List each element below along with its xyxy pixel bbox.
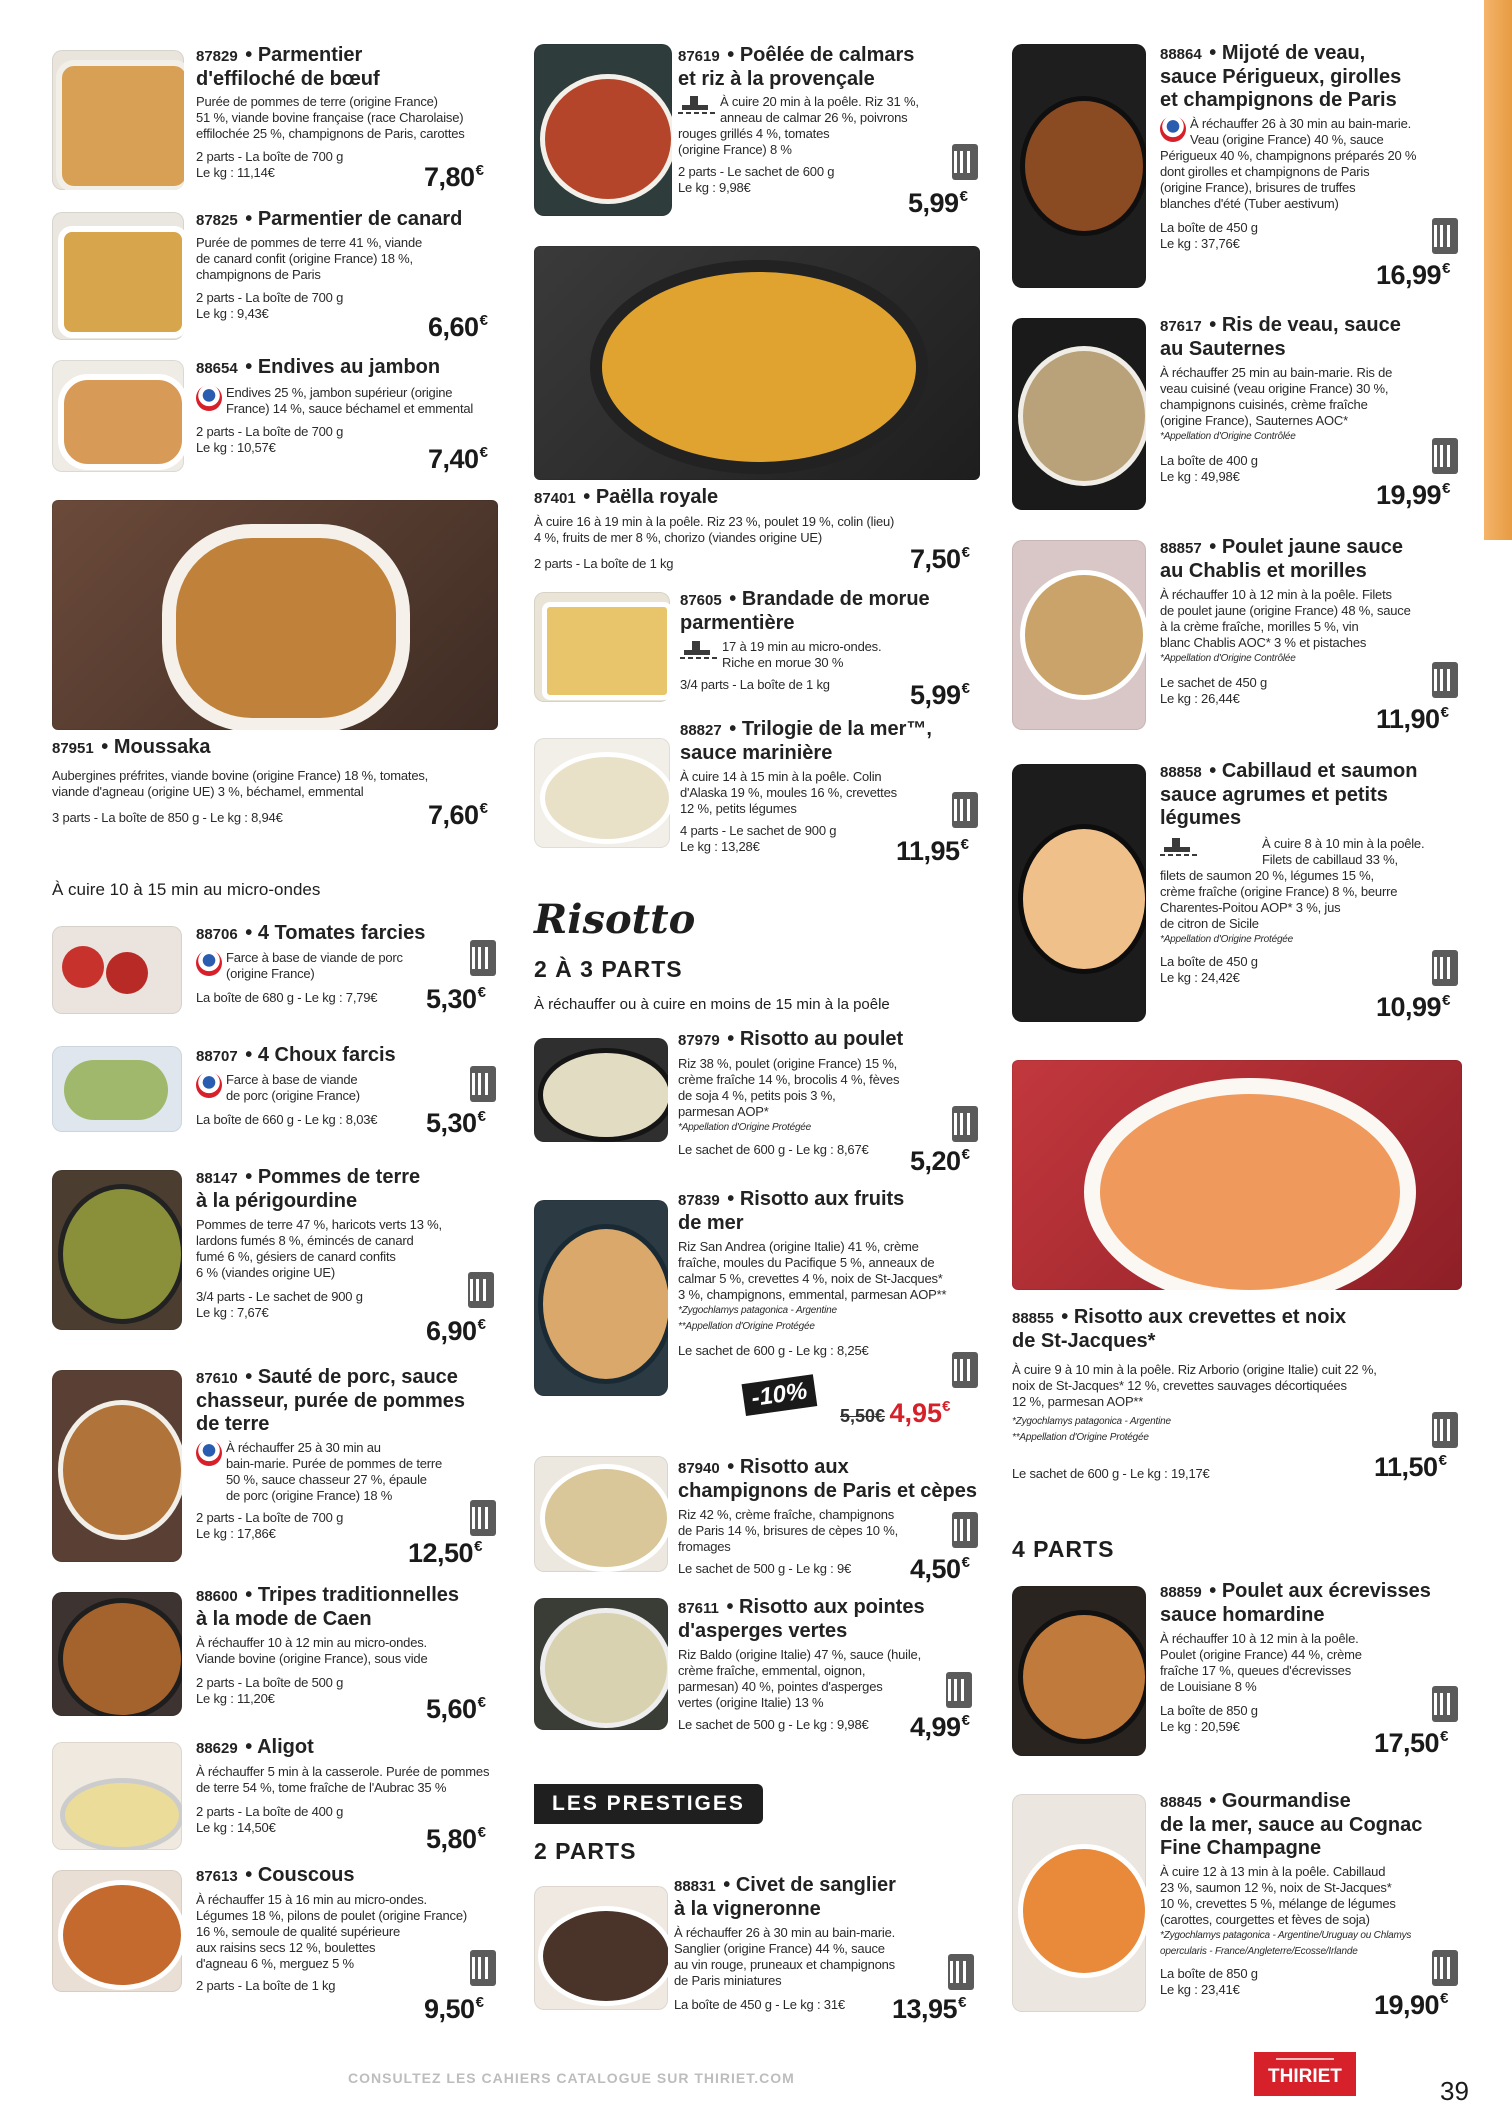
product-photo xyxy=(52,1870,182,1992)
product-price: 19,90€ xyxy=(1374,1990,1448,2020)
product-87613[interactable]: 87613 • Couscous À réchauffer 15 à 16 min au micro-ondes. Légumes 18 %, pilons de poulet (origine France) 16 %, semoule de qualité supérieure aux raisins secs 12 %, boulettes d'agneau 6 %, merguez 5 % 2 parts - La boîte de 1 kg 9,50€ xyxy=(52,1864,502,2024)
product-photo xyxy=(534,592,670,702)
product-photo xyxy=(534,1038,668,1142)
product-price: 5,20€ xyxy=(910,1146,970,1176)
pan-pictogram-icon xyxy=(1432,1950,1458,1986)
product-price: 4,99€ xyxy=(910,1712,970,1742)
plate-icon xyxy=(58,1400,182,1540)
product-price: 12,50€ xyxy=(408,1538,482,1568)
product-photo xyxy=(534,44,672,216)
product-88827[interactable]: 88827 • Trilogie de la mer™, sauce marinière À cuire 14 à 15 min à la poêle. Colin d'Alaska 19 %, moules 16 %, crevettes 12 %, petits légumes 4 parts - Le sachet de 900 g Le kg : 13,28€ 11,95€ xyxy=(534,718,984,868)
product-88831[interactable]: 88831 • Civet de sanglier à la vigneronne À réchauffer 26 à 30 min au bain-marie. Sanglier (origine France) 44 %, sauce au vin rouge, pruneaux et champignons de Paris miniatures La boîte de 450 g - Le kg : 31€ 13,95€ xyxy=(534,1872,984,2032)
product-88857[interactable]: 88857 • Poulet jaune sauce au Chablis et morilles À réchauffer 10 à 12 min à la poêle. Filets de poulet jaune (origine France) 48 %, sauce à la crème fraîche, morilles 5 %, vin blanc Chablis AOC* 3 % et pistaches *Appellation d'Origine Contrôlée Le sachet de 450 g Le kg : 26,44€ 11,90€ xyxy=(1012,536,1472,736)
product-price: 5,99€ xyxy=(910,680,970,710)
france-origin-icon xyxy=(196,1440,222,1466)
product-87619[interactable]: 87619 • Poêlée de calmars et riz à la provençale À cuire 20 min à la poêle. Riz 31 %, anneau de calmar 26 %, poivrons rouges grillés 4 %, tomates (origine France) 8 % 2 parts - Le sachet de 600 g Le kg : 9,98€ 5,99€ xyxy=(534,44,984,234)
pan-pictogram-icon xyxy=(946,1672,972,1708)
product-87617[interactable]: 87617 • Ris de veau, sauce au Sauternes À réchauffer 25 min au bain-marie. Ris de veau cuisiné (veau origine France) 30 %, champignons cuisinés, crème fraîche (origine France), Sauternes AOC* *Appellation d'Origine Contrôlée La boîte de 400 g Le kg : 49,98€ 19,99€ xyxy=(1012,312,1472,522)
pan-pictogram-icon xyxy=(1432,950,1458,986)
product-price: 5,99€ xyxy=(908,188,968,218)
product-87610[interactable]: 87610 • Sauté de porc, sauce chasseur, purée de pommes de terre À réchauffer 25 à 30 min au bain-marie. Purée de pommes de terre 50 %, sauce chasseur 27 %, épaule de porc (origine France) 18 % 2 parts - La boîte de 700 g Le kg : 17,86€ 12,50€ xyxy=(52,1366,502,1576)
section-heading-microwave: À cuire 10 à 15 min au micro-ondes xyxy=(52,880,321,899)
product-photo xyxy=(1012,764,1146,1022)
product-87979[interactable]: 87979 • Risotto au poulet Riz 38 %, poulet (origine France) 15 %, crème fraîche 14 %, brocolis 4 %, fèves de soja 4 %, petits pois 3 %, parmesan AOP* *Appellation d'Origine Protégée Le sachet de 600 g - Le kg : 8,67€ 5,20€ xyxy=(534,1028,984,1178)
product-photo xyxy=(534,246,980,480)
product-photo xyxy=(534,1886,668,2010)
pan-pictogram-icon xyxy=(952,1352,978,1388)
product-87401[interactable]: 87401 • Paëlla royale À cuire 16 à 19 min à la poêle. Riz 23 %, poulet 19 %, colin (lieu) 4 %, fruits de mer 8 %, chorizo (viandes origine UE) 2 parts - La boîte de 1 kg 7,50€ xyxy=(534,246,984,586)
product-price: 11,50€ xyxy=(1374,1452,1447,1482)
plate-icon xyxy=(1018,824,1146,974)
product-87829[interactable]: 87829 • Parmentier d'effiloché de bœuf Purée de pommes de terre (origine France) 51 %, viande bovine française (race Charolaise) effilochée 25 %, champignons de Paris, carottes 2 parts - La boîte de 700 g Le kg : 11,14€ 7,80€ xyxy=(52,44,502,194)
plate-icon xyxy=(1020,96,1146,236)
product-88629[interactable]: 88629 • Aligot À réchauffer 5 min à la casserole. Purée de pommes de terre 54 %, tome fraîche de l'Aubrac 35 % 2 parts - La boîte de 400 g Le kg : 14,50€ 5,80€ xyxy=(52,1736,502,1856)
product-price: 6,60€ xyxy=(428,312,488,342)
product-photo xyxy=(534,1598,668,1730)
microwave-pictogram-icon xyxy=(470,1066,496,1102)
fishing-boat-icon xyxy=(678,94,716,116)
prestiges-subtitle: 2 PARTS xyxy=(534,1838,637,1864)
product-88147[interactable]: 88147 • Pommes de terre à la périgourdine Pommes de terre 47 %, haricots verts 13 %, lardons fumés 8 %, émincés de canard fumé 6 %, gésiers de canard confits 6 % (viandes origine UE) 3/4 parts - Le sachet de 900 g Le kg : 7,67€ 6,90€ xyxy=(52,1164,502,1354)
product-87951[interactable]: 87951 • Moussaka Aubergines préfrites, viande bovine (origine France) 18 %, tomates, viande d'agneau (origine UE) 3 %, béchamel, emmental 3 parts - La boîte de 850 g - Le kg : 8,94€ 7,60€ xyxy=(52,500,502,840)
product-photo xyxy=(52,1170,182,1330)
product-photo xyxy=(52,1592,182,1716)
gratin-dish-icon xyxy=(542,602,670,700)
bain-marie-pictogram-icon xyxy=(1432,438,1458,474)
pan-pictogram-icon xyxy=(468,1272,494,1308)
product-photo xyxy=(52,500,498,730)
pan-pictogram-icon xyxy=(1432,662,1458,698)
cabbage-icon xyxy=(64,1060,168,1120)
footer-text: CONSULTEZ LES CAHIERS CATALOGUE SUR THIRIET.COM xyxy=(348,2070,795,2086)
product-photo xyxy=(52,50,184,190)
product-photo xyxy=(534,1456,668,1572)
prestiges-banner: LES PRESTIGES xyxy=(534,1784,763,1824)
plate-icon xyxy=(540,74,672,204)
four-parts-heading: 4 PARTS xyxy=(1012,1536,1115,1562)
product-photo xyxy=(52,1046,182,1132)
product-88654[interactable]: 88654 • Endives au jambon Endives 25 %, jambon supérieur (origine France) 14 %, sauce béchamel et emmental 2 parts - La boîte de 700 g Le kg : 10,57€ 7,40€ xyxy=(52,356,502,476)
product-price: 7,80€ xyxy=(424,162,484,192)
product-price: 13,95€ xyxy=(892,1994,966,2024)
bain-marie-pictogram-icon xyxy=(1432,218,1458,254)
product-photo xyxy=(52,926,182,1014)
gratin-dish-icon xyxy=(162,524,410,730)
product-88600[interactable]: 88600 • Tripes traditionnelles à la mode de Caen À réchauffer 10 à 12 min au micro-ondes. Viande bovine (origine France), sous vide 2 parts - La boîte de 500 g Le kg : 11,20€ 5,60€ xyxy=(52,1584,502,1734)
product-price: 5,30€ xyxy=(426,1108,486,1138)
product-88859[interactable]: 88859 • Poulet aux écrevisses sauce homardine À réchauffer 10 à 12 min à la poêle. Poulet (origine France) 44 %, crème fraîche 17 %, queues d'écrevisses de Louisiane 8 % La boîte de 850 g Le kg : 20,59€ 17,50€ xyxy=(1012,1580,1472,1760)
product-photo xyxy=(52,1370,182,1562)
product-price: 6,90€ xyxy=(426,1316,486,1346)
product-price: 11,90€ xyxy=(1376,704,1449,734)
plate-icon xyxy=(540,1464,668,1572)
france-origin-icon xyxy=(1160,116,1186,142)
risotto-intro: À réchauffer ou à cuire en moins de 15 min à la poêle xyxy=(534,996,890,1013)
product-price: 11,95€ xyxy=(896,836,969,866)
france-origin-icon xyxy=(196,1072,222,1098)
product-price: 7,60€ xyxy=(428,800,488,830)
risotto-heading: Risotto xyxy=(534,896,696,943)
pan-pictogram-icon xyxy=(952,1512,978,1548)
pan-pictogram-icon xyxy=(952,792,978,828)
product-photo xyxy=(534,738,670,848)
page-edge-tab xyxy=(1484,0,1512,540)
product-price: 7,40€ xyxy=(428,444,488,474)
product-price: 9,50€ xyxy=(424,1994,484,2024)
product-price: 7,50€ xyxy=(910,544,970,574)
product-photo xyxy=(1012,318,1146,510)
product-88858[interactable]: 88858 • Cabillaud et saumon sauce agrumes et petits légumes À cuire 8 à 10 min à la poêle. Filets de cabillaud 33 %, filets de saumon 20 %, légumes 15 %, crème fraîche (origine France) 8 %, beurre Charentes-Poitou AOP* 3 %, jus de citron de Sicile *Appellation d'Origine Protégée La boîte de 450 g Le kg : 24,42€ 10,99€ xyxy=(1012,760,1472,1030)
france-origin-icon xyxy=(196,950,222,976)
product-photo xyxy=(1012,1586,1146,1756)
pan-icon xyxy=(538,1224,668,1384)
product-photo xyxy=(534,1200,668,1396)
microwave-pictogram-icon xyxy=(470,1950,496,1986)
product-photo xyxy=(1012,44,1146,288)
plate-icon xyxy=(538,1906,668,2006)
promo-price: 5,50€ 4,95€ xyxy=(840,1398,951,1428)
plate-icon xyxy=(1084,1078,1416,1290)
page-number: 39 xyxy=(1440,2076,1469,2106)
bain-marie-pictogram-icon xyxy=(470,1500,496,1536)
microwave-pictogram-icon xyxy=(470,940,496,976)
pan-icon xyxy=(58,1598,182,1716)
gratin-dish-icon xyxy=(58,226,184,338)
pan-pictogram-icon xyxy=(952,1106,978,1142)
plate-icon xyxy=(1018,1844,1146,1978)
pan-icon xyxy=(538,1048,668,1142)
product-photo xyxy=(1012,1060,1462,1290)
product-price: 19,99€ xyxy=(1376,480,1450,510)
product-87839[interactable]: 87839 • Risotto aux fruits de mer Riz San Andrea (origine Italie) 41 %, crème fraîche, moules du Pacifique 5 %, anneaux de calmar 5 %, crevettes 4 %, noix de St-Jacques* 3 %, champignons, emmental, parmesan AOP** *Zygochlamys patagonica - Argentine **Appellation d'Origine Protégée Le sachet de 600 g - Le kg : 8,25€ -10% 5,50€ 4,95€ xyxy=(534,1188,984,1448)
pan-icon xyxy=(58,1184,182,1324)
plate-icon xyxy=(540,752,670,844)
france-origin-icon xyxy=(196,385,222,411)
product-88864[interactable]: 88864 • Mijoté de veau, sauce Périgueux, girolles et champignons de Paris À réchauffer 26 à 30 min au bain-marie. Veau (origine France) 40 %, sauce Périgueux 40 %, champignons préparés 20 % dont girolles et champignons de Paris (origine France), brisures de truffes blanches d'été (Tuber aestivum) La boîte de 450 g Le kg : 37,76€ 16,99€ xyxy=(1012,42,1472,302)
product-88845[interactable]: 88845 • Gourmandise de la mer, sauce au Cognac Fine Champagne À cuire 12 à 13 min à la poêle. Cabillaud 23 %, saumon 12 %, noix de St-Jacques* 10 %, crevettes 5 %, mélange de légumes (carottes, courgettes et fèves de soja) *Zygochlamys patagonica - Argentine/Uruguay ou Chlamys opercularis - France/Angleterre/Ecosse/Irlande La boîte de 850 g Le kg : 23,41€ 19,90€ xyxy=(1012,1790,1472,2030)
product-88707[interactable]: 88707 • 4 Choux farcis Farce à base de viande de porc (origine France) La boîte de 660 g - Le kg : 8,03€ 5,30€ xyxy=(52,1040,502,1140)
tomato-icon xyxy=(62,946,104,988)
product-photo xyxy=(1012,540,1146,730)
bain-marie-pictogram-icon xyxy=(948,1954,974,1990)
fishing-boat-icon xyxy=(1160,836,1198,858)
product-photo xyxy=(52,360,184,472)
product-price: 5,60€ xyxy=(426,1694,486,1724)
bowl-icon xyxy=(60,1778,182,1850)
product-price: 16,99€ xyxy=(1376,260,1450,290)
thiriet-logo: THIRIET xyxy=(1254,2052,1356,2096)
product-87825[interactable]: 87825 • Parmentier de canard Purée de pommes de terre 41 %, viande de canard confit (origine France) 18 %, champignons de Paris 2 parts - La boîte de 700 g Le kg : 9,43€ 6,60€ xyxy=(52,208,502,348)
gratin-dish-icon xyxy=(58,374,184,470)
product-87605[interactable]: 87605 • Brandade de morue parmentière 17 à 19 min au micro-ondes. Riche en morue 30 % 3/4 parts - La boîte de 1 kg 5,99€ xyxy=(534,588,984,708)
product-photo xyxy=(52,212,184,340)
product-price: 10,99€ xyxy=(1376,992,1450,1022)
plate-icon xyxy=(58,1880,182,1990)
pan-pictogram-icon xyxy=(1432,1412,1458,1448)
fishing-boat-icon xyxy=(680,639,718,661)
product-88706[interactable]: 88706 • 4 Tomates farcies Farce à base de viande de porc (origine France) La boîte de 680 g - Le kg : 7,79€ 5,30€ xyxy=(52,918,502,1018)
product-photo xyxy=(52,1742,182,1850)
paella-pan-icon xyxy=(590,260,928,474)
tomato-icon xyxy=(106,952,148,994)
pan-pictogram-icon xyxy=(1432,1686,1458,1722)
gratin-dish-icon xyxy=(56,60,184,190)
pan-pictogram-icon xyxy=(952,144,978,180)
plate-icon xyxy=(1020,570,1146,700)
product-price: 5,30€ xyxy=(426,984,486,1014)
product-88855[interactable]: 88855 • Risotto aux crevettes et noix de St-Jacques* À cuire 9 à 10 min à la poêle. Riz Arborio (origine Italie) cuit 22 %, noix de St-Jacques* 12 %, crevettes sauvages décortiquées 12 %, parmesan AOP** *Zygochlamys patagonica - Argentine **Appellation d'Origine Protégée Le sachet de 600 g - Le kg : 19,17€ 11,50€ xyxy=(1012,1060,1472,1500)
product-price: 17,50€ xyxy=(1374,1728,1448,1758)
product-87611[interactable]: 87611 • Risotto aux pointes d'asperges vertes Riz Baldo (origine Italie) 47 %, sauce (huile, crème fraîche, emmental, oignon, parmesan) 40 %, pointes d'asperges vertes (origine Italie) 13 % Le sachet de 500 g - Le kg : 9,98€ 4,99€ xyxy=(534,1596,984,1746)
plate-icon xyxy=(1018,346,1146,486)
discount-badge: -10% xyxy=(742,1374,818,1416)
product-photo xyxy=(1012,1794,1146,2012)
plate-icon xyxy=(540,1608,668,1728)
product-price: 4,50€ xyxy=(910,1554,970,1584)
product-87940[interactable]: 87940 • Risotto aux champignons de Paris et cèpes Riz 42 %, crème fraîche, champignons de Paris 14 %, brisures de cèpes 10 %, fromages Le sachet de 500 g - Le kg : 9€ 4,50€ xyxy=(534,1456,984,1586)
product-price: 5,80€ xyxy=(426,1824,486,1854)
pan-icon xyxy=(1018,1610,1146,1744)
risotto-subtitle: 2 À 3 PARTS xyxy=(534,956,683,982)
